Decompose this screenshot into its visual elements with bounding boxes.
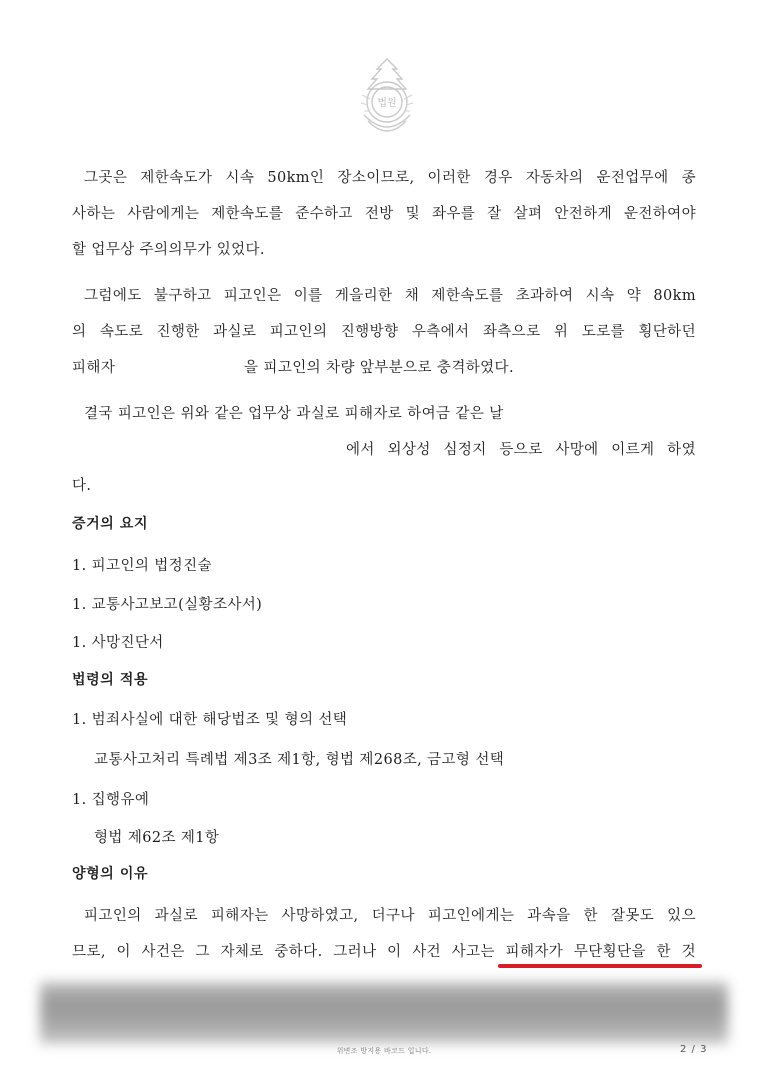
law-item-detail: 형법 제62조 제1항: [94, 830, 220, 846]
evidence-item: 1. 피고인의 법정진술: [72, 558, 212, 574]
paragraph-line: 에서 외상성 심정지 등으로 사망에 이르게 하였: [346, 442, 696, 458]
svg-text:법원: 법원: [377, 98, 397, 109]
paragraph-line: 피고인의 과실로 피해자는 사망하였고, 더구나 피고인에게는 과속을 한 잘못도 있으: [84, 908, 696, 924]
section-heading-law: 법령의 적용: [72, 672, 149, 688]
paragraph-line: 므로, 이 사건은 그 자체로 중하다. 그러나 이 사건 사고는 피해자가 무단횡단을 한 것: [72, 944, 696, 960]
paragraph-line: 다.: [72, 478, 92, 494]
footer-note: 위변조 방지용 바코드 입니다.: [336, 1047, 432, 1055]
paragraph-line: 할 업무상 주의의무가 있었다.: [72, 242, 265, 258]
page-number: 2 / 3: [680, 1044, 708, 1055]
section-heading-sentencing: 양형의 이유: [72, 866, 149, 882]
paragraph-line: 그럼에도 불구하고 피고인은 이를 게을리한 채 제한속도를 초과하여 시속 약 80km: [84, 288, 696, 304]
blurred-barcode: [40, 982, 728, 1044]
paragraph-line: 의 속도로 진행한 과실로 피고인의 진행방향 우측에서 좌측으로 위 도로를 횡단하던: [72, 324, 696, 340]
law-item: 1. 집행유예: [72, 792, 150, 808]
law-item-detail: 교통사고처리 특례법 제3조 제1항, 형법 제268조, 금고형 선택: [94, 752, 505, 768]
section-heading-evidence: 증거의 요지: [72, 516, 149, 532]
paragraph-line: 을 피고인의 차량 앞부분으로 충격하였다.: [244, 360, 514, 376]
paragraph-line: 사하는 사람에게는 제한속도를 준수하고 전방 및 좌우를 잘 살펴 안전하게 운전하여야: [72, 206, 696, 222]
evidence-item: 1. 교통사고보고(실황조사서): [72, 597, 263, 613]
victim-label: 피해자: [72, 360, 116, 376]
evidence-item: 1. 사망진단서: [72, 635, 164, 651]
law-item: 1. 범죄사실에 대한 해당법조 및 형의 선택: [72, 712, 348, 728]
paragraph-line: 결국 피고인은 위와 같은 업무상 과실로 피해자로 하여금 같은 날: [84, 406, 504, 422]
court-seal-watermark: [356, 55, 418, 141]
paragraph-line: 그곳은 제한속도가 시속 50km인 장소이므로, 이러한 경우 자동차의 운전업무에 종: [84, 170, 696, 186]
red-underline-annotation: [498, 964, 702, 968]
